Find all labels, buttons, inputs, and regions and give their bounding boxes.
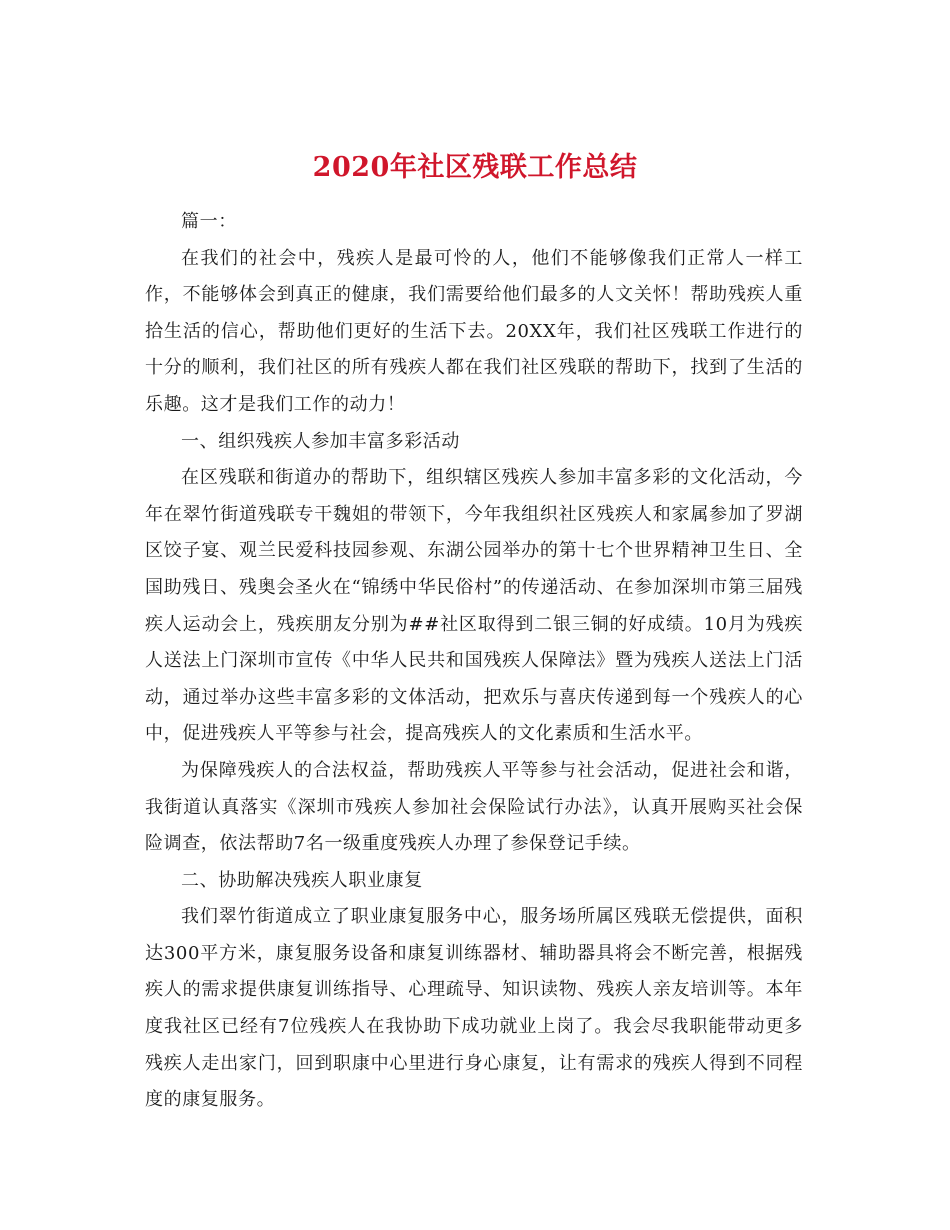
section-label-part-one: 篇一： [181, 211, 237, 232]
insurance-paragraph: 为保障残疾人的合法权益，帮助残疾人平等参与社会活动，促进社会和谐，我街道认真落实《深圳市残疾人参加社会保险试行办法》，认真开展购买社会保险调查，依法帮助7名一级重度残疾人办理了参保登记手续。 [145, 759, 803, 855]
activities-paragraph: 在区残联和街道办的帮助下，组织辖区残疾人参加丰富多彩的文化活动，今年在翠竹街道残联专干魏姐的带领下，今年我组织社区残疾人和家属参加了罗湖区饺子宴、观兰民爱科技园参观、东湖公园举办的第十七个世界精神卫生日、全国助残日、残奥会圣火在“锦绣中华民俗村”的传递活动、在参加深圳市第三届残疾人运动会上，残疾朋友分别为##社区取得到二银三铜的好成绩。10月为残疾人送法上门深圳市宣传《中华人民共和国残疾人保障法》暨为残疾人送法上门活动，通过举办这些丰富多彩的文体活动，把欢乐与喜庆传递到每一个残疾人的心中，促进残疾人平等参与社会，提高残疾人的文化素质和生活水平。 [145, 467, 803, 745]
rehabilitation-paragraph: 我们翠竹街道成立了职业康复服务中心，服务场所属区残联无偿提供，面积达300平方米，康复服务设备和康复训练器材、辅助器具将会不断完善，根据残疾人的需求提供康复训练指导、心理疏导、知识读物、残疾人亲友培训等。本年度我社区已经有7位残疾人在我协助下成功就业上岗了。我会尽我职能带动更多残疾人走出家门，回到职康中心里进行身心康复，让有需求的残疾人得到不同程度的康复服务。 [145, 906, 803, 1111]
section-heading-rehabilitation: 二、协助解决残疾人职业康复 [181, 869, 423, 891]
section-heading-activities: 一、组织残疾人参加丰富多彩活动 [181, 430, 460, 452]
page-title: 2020年社区残联工作总结 [312, 152, 638, 184]
intro-paragraph: 在我们的社会中，残疾人是最可怜的人，他们不能够像我们正常人一样工作，不能够体会到真正的健康，我们需要给他们最多的人文关怀！帮助残疾人重拾生活的信心，帮助他们更好的生活下去。20XX年，我们社区残联工作进行的十分的顺利，我们社区的所有残疾人都在我们社区残联的帮助下，找到了生活的乐趣。这才是我们工作的动力！ [145, 247, 803, 415]
document-body [145, 204, 803, 1119]
